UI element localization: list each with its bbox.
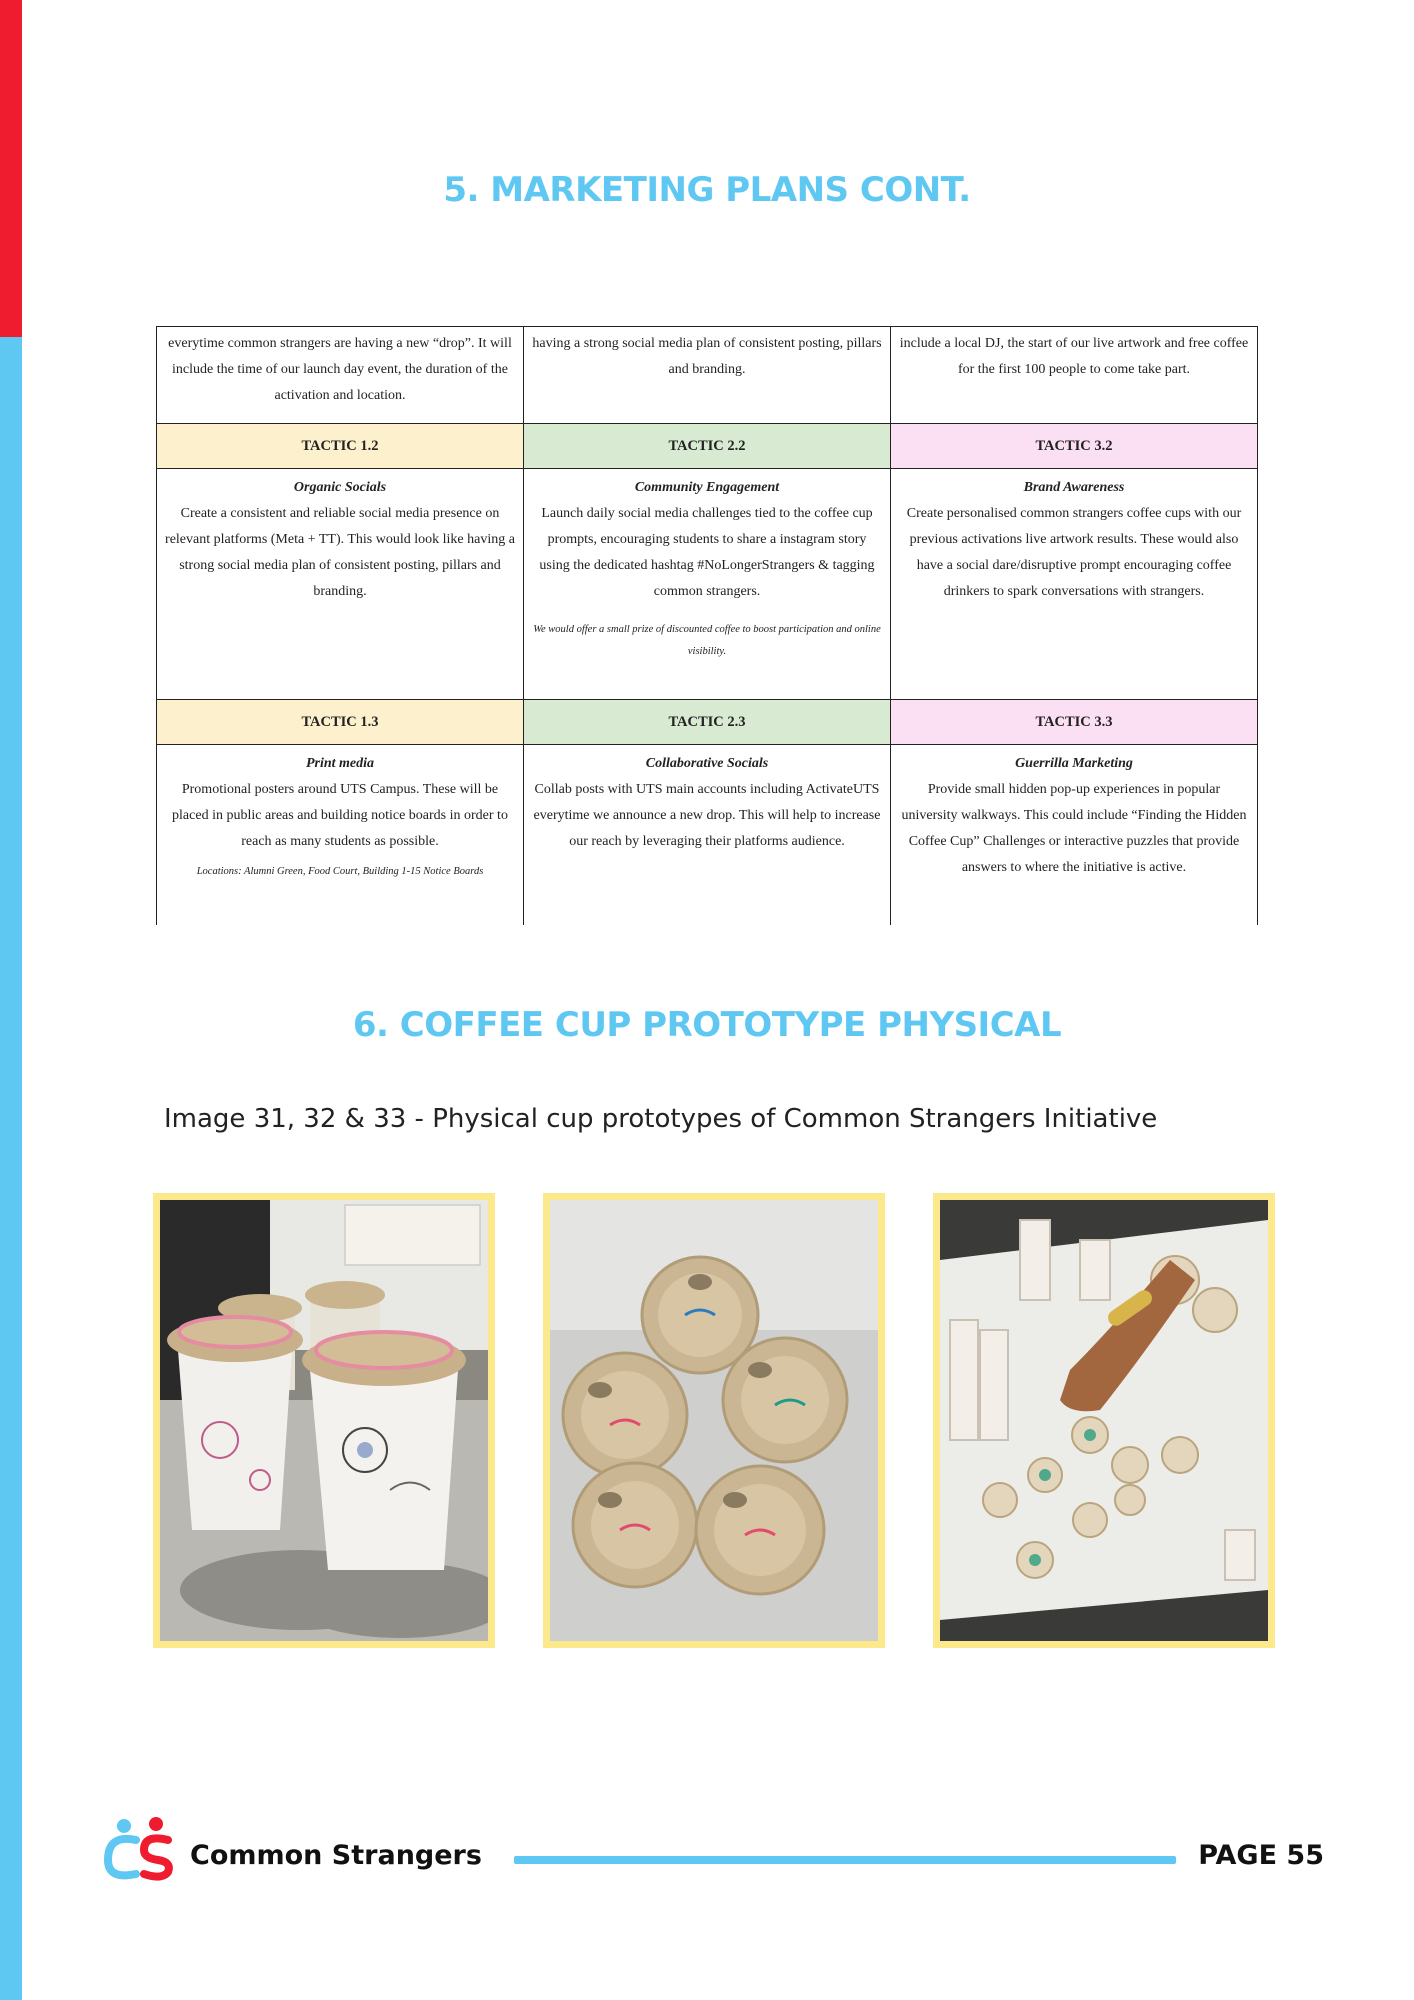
- side-accent-red: [0, 0, 22, 337]
- footer-brand-name: Common Strangers: [190, 1840, 482, 1871]
- tactic-cell: [524, 745, 891, 926]
- tactic-body: Provide small hidden pop-up experiences in popular university walkways. This could include “Finding the Hidden Coffee Cup” Challenges or interactive puzzles that provide answers to where the initiative is active.: [901, 782, 1247, 875]
- tactic-cell: [524, 469, 891, 700]
- cup-prototype-photo-3: [940, 1200, 1268, 1641]
- table-cell: having a strong social media plan of consistent posting, pillars and branding.: [524, 327, 891, 424]
- photo-frame: [153, 1193, 495, 1648]
- tactic-header: TACTIC 2.3: [524, 700, 891, 745]
- tactic-cell: [157, 745, 524, 926]
- tactic-title: Guerrilla Marketing: [1015, 756, 1133, 771]
- common-strangers-logo: [100, 1816, 180, 1882]
- tactic-body: Collab posts with UTS main accounts including ActivateUTS everytime we announce a new drop. This will help to increase our reach by leveraging their platforms audience.: [533, 782, 881, 849]
- tactic-body: Create a consistent and reliable social media presence on relevant platforms (Meta + TT). This would look like having a strong social media plan of consistent posting, pillars and branding.: [165, 506, 515, 599]
- tactic-body: Promotional posters around UTS Campus. These will be placed in public areas and building notice boards in order to reach as many students as possible.: [172, 782, 508, 849]
- marketing-tactics-table: [156, 326, 1258, 925]
- tactic-cell: [891, 469, 1258, 700]
- tactic-header: TACTIC 3.3: [891, 700, 1258, 745]
- tactic-body: Create personalised common strangers coffee cups with our previous activations live artwork results. These would also have a social dare/disruptive prompt encouraging coffee drinkers to spark conversations with strangers.: [906, 506, 1242, 599]
- tactic-header: TACTIC 3.2: [891, 424, 1258, 469]
- tactic-note: Locations: Alumni Green, Food Court, Building 1-15 Notice Boards: [196, 866, 484, 877]
- page-number: PAGE 55: [1198, 1840, 1324, 1871]
- tactic-title: Collaborative Socials: [645, 756, 769, 771]
- section-5-title: 5. MARKETING PLANS CONT.: [443, 170, 971, 210]
- tactic-title: Brand Awareness: [1023, 480, 1125, 495]
- image-caption: Image 31, 32 & 33 - Physical cup prototypes of Common Strangers Initiative: [164, 1104, 1158, 1134]
- table-cell: everytime common strangers are having a new “drop”. It will include the time of our launch day event, the duration of the activation and location.: [157, 327, 524, 424]
- side-accent-blue: [0, 337, 22, 2000]
- photo-frame: [933, 1193, 1275, 1648]
- section-6-title: 6. COFFEE CUP PROTOTYPE PHYSICAL: [352, 1005, 1062, 1045]
- tactic-cell: [891, 745, 1258, 926]
- tactic-header: TACTIC 1.2: [157, 424, 524, 469]
- tactic-title: Print media: [305, 756, 375, 771]
- tactic-note: We would offer a small prize of discounted coffee to boost participation and online visibility.: [533, 624, 881, 657]
- tactic-cell: [157, 469, 524, 700]
- table-cell: include a local DJ, the start of our live artwork and free coffee for the first 100 people to come take part.: [891, 327, 1258, 424]
- tactic-header: TACTIC 2.2: [524, 424, 891, 469]
- cup-prototype-photo-1: [160, 1200, 488, 1641]
- photo-frame: [543, 1193, 885, 1648]
- tactic-header: TACTIC 1.3: [157, 700, 524, 745]
- footer-divider: [514, 1856, 1176, 1864]
- tactic-title: Community Engagement: [634, 480, 780, 495]
- tactic-body: Launch daily social media challenges tied to the coffee cup prompts, encouraging students to share a instagram story using the dedicated hashtag #NoLongerStrangers & tagging common strangers.: [539, 506, 875, 599]
- tactic-title: Organic Socials: [293, 480, 387, 495]
- cup-prototype-photo-2: [550, 1200, 878, 1641]
